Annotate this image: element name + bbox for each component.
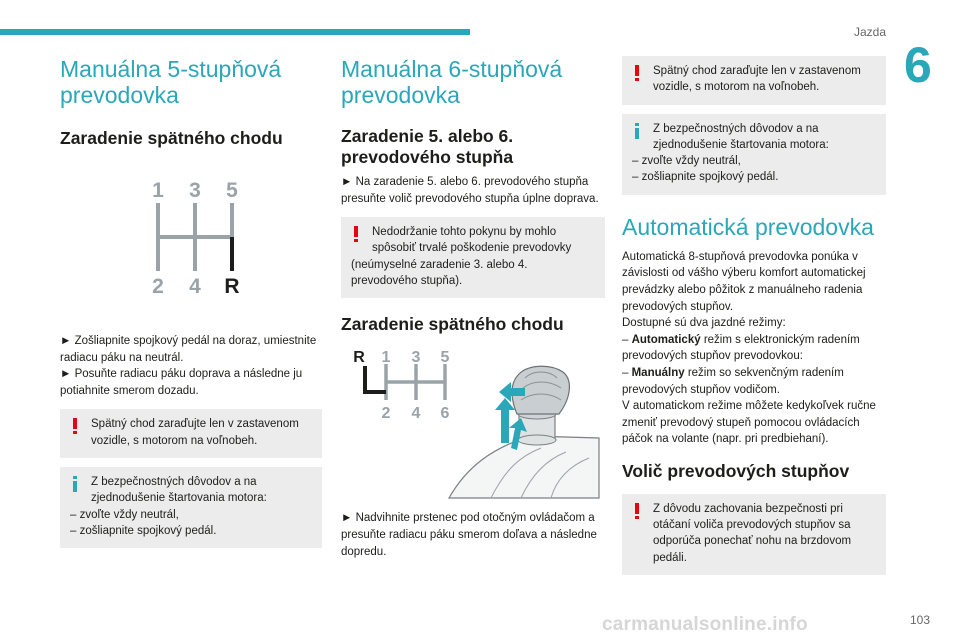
modes-intro: Dostupné sú dva jazdné režimy:	[622, 317, 786, 330]
manual-5-title: Manuálna 5-stupňová prevodovka	[60, 56, 282, 108]
warning-text: Spätný chod zaraďujte len v zastavenom vozidle, s motorom na voľnobeh.	[653, 65, 861, 94]
column-manual-5	[60, 56, 322, 548]
step-move-lever: ► Posuňte radiacu páku doprava a následne ju potiahnite smerom dozadu.	[60, 368, 303, 397]
gear-5-6-heading: Zaradenie 5. alebo 6. prevodového stupňa	[341, 125, 514, 167]
mode-automatic-desc: režim s elektronickým radením prevodových stupňov prevodovkou:	[622, 333, 860, 363]
warning-text: Nedodržanie tohto pokynu by mohlo spôsobiť trvalé poškodenie prevodovky	[372, 226, 572, 255]
gear-label-reverse: R	[224, 274, 240, 298]
gear-label: 5	[226, 178, 238, 202]
gear-label: 2	[381, 405, 391, 423]
gear-label: 2	[152, 274, 164, 298]
selector-heading: Volič prevodových stupňov	[622, 460, 850, 481]
column-manual-6	[341, 56, 605, 560]
warning-box	[341, 217, 605, 298]
step-lift-ring: ► Nadvihnite prstenec pod otočným ovládačom a presuňte radiacu páku smerom doľava a následne dopredu.	[341, 512, 597, 558]
mode-manual: – Manuálny režim so sekvenčným radením prevodových stupňov vodičom.	[622, 366, 844, 396]
warning-text: Spätný chod zaraďujte len v zastavenom vozidle, s motorom na voľnobeh.	[91, 418, 299, 447]
mode-automatic-label: Automatický	[631, 333, 701, 346]
warning-icon	[354, 226, 358, 242]
step-gear-5-6: ► Na zaradenie 5. alebo 6. prevodového stupňa presuňte volič prevodového stupňa úplne doprava.	[341, 175, 599, 205]
list-item: – zošliapnite spojkový pedál.	[632, 171, 779, 184]
column-automatic	[622, 56, 886, 575]
arrow-up-icon	[495, 398, 515, 443]
chapter-number: 6	[904, 37, 932, 93]
list-item: – zvoľte vždy neutrál,	[632, 155, 741, 168]
watermark: carmanualsonline.info	[602, 614, 808, 635]
gear-diagram-5	[60, 179, 322, 309]
gear-label-reverse: R	[353, 349, 365, 367]
manual-6-title: Manuálna 6-stupňová prevodovka	[341, 56, 563, 108]
gear-label: 5	[440, 349, 450, 367]
warning-box	[60, 409, 322, 458]
mode-manual-label: Manuálny	[631, 366, 685, 379]
warning-text-cont: (neúmyselné zaradenie 3. alebo 4. prevodového stupňa).	[351, 258, 528, 288]
header-rule	[0, 29, 470, 35]
gear-label: 1	[152, 178, 164, 202]
info-intro: Z bezpečnostných dôvodov a na zjednodušenie štartovania motora:	[653, 122, 829, 151]
gear-label: 1	[381, 349, 391, 367]
list-item: – zvoľte vždy neutrál,	[70, 508, 179, 521]
warning-icon	[635, 503, 639, 519]
gear-label: 3	[411, 349, 421, 367]
automatic-title: Automatická prevodovka	[622, 213, 874, 240]
gear-lever-illustration	[449, 367, 599, 499]
warning-text: Z dôvodu zachovania bezpečnosti pri otáčaní voliča prevodových stupňov sa odporúča ponechať nohu na brzdovom pedáli.	[653, 502, 852, 564]
gear-label: 3	[189, 178, 201, 202]
info-icon	[635, 123, 639, 139]
info-icon	[73, 476, 77, 492]
warning-box	[622, 56, 886, 105]
gear-label: 4	[411, 405, 421, 423]
info-intro: Z bezpečnostných dôvodov a na zjednodušenie štartovania motora:	[91, 475, 267, 505]
step-clutch: ► Zošliapnite spojkový pedál na doraz, umiestnite radiacu páku na neutrál.	[60, 334, 317, 364]
warning-icon	[635, 65, 639, 81]
list-item: – zošliapnite spojkový pedál.	[70, 524, 217, 537]
reverse-gear-heading-6: Zaradenie spätného chodu	[341, 314, 564, 335]
gear-label: 4	[189, 274, 201, 298]
mode-automatic: – Automatický režim s elektronickým radením prevodových stupňov prevodovkou:	[622, 333, 860, 363]
page-number: 103	[909, 613, 930, 627]
reverse-gear-heading: Zaradenie spätného chodu	[60, 127, 283, 148]
warning-box	[622, 494, 886, 575]
paddles-text: V automatickom režime môžete kedykoľvek ručne zmeniť prevodový stupeň pomocou ovládacích páčok na volante (napr. pri predbiehaní).	[622, 400, 876, 446]
gear-label: 6	[440, 405, 450, 423]
automatic-intro: Automatická 8-stupňová prevodovka ponúka v závislosti od vášho výberu komfort automatickej prevádzky alebo pôžitok z manuálneho radenia prevodových stupňov.	[622, 250, 866, 313]
info-box	[60, 467, 322, 548]
gear-diagram-6	[341, 348, 605, 508]
section-title: Jazda	[853, 25, 886, 39]
mode-manual-desc: režim so sekvenčným radením prevodových stupňov vodičom.	[622, 366, 844, 396]
warning-icon	[73, 418, 77, 434]
info-box	[622, 114, 886, 195]
